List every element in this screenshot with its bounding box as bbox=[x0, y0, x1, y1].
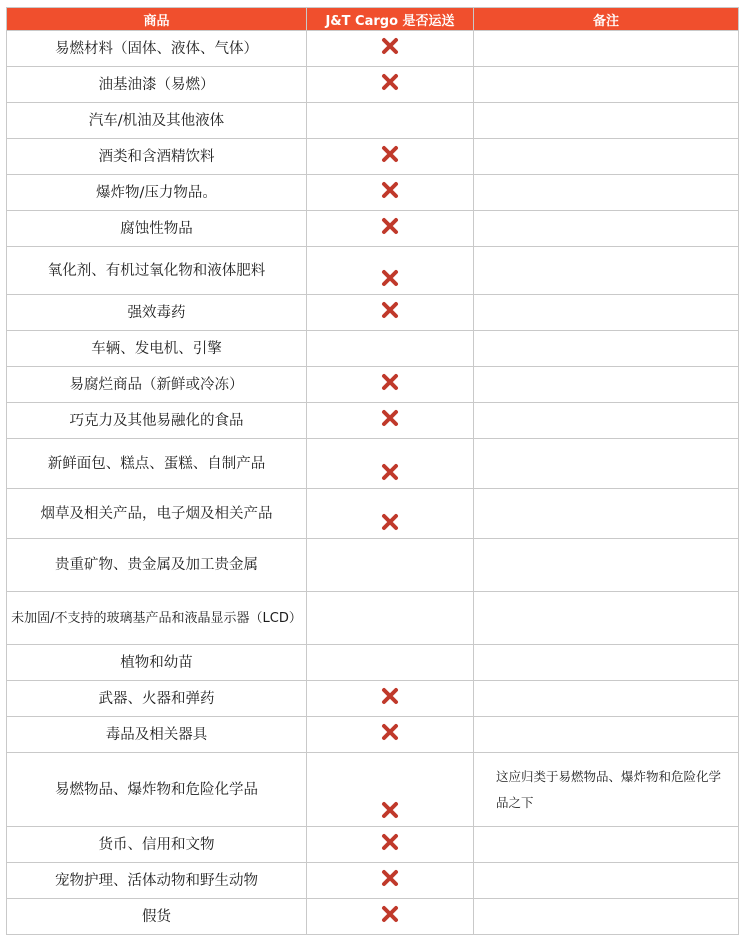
note-cell bbox=[474, 403, 739, 439]
table-row bbox=[7, 331, 739, 367]
table-row bbox=[7, 211, 739, 247]
cross-icon bbox=[381, 223, 399, 239]
note-cell bbox=[474, 31, 739, 67]
item-name: 烟草及相关产品，电子烟及相关产品 bbox=[7, 489, 307, 539]
table-row bbox=[7, 863, 739, 899]
shipped-cell bbox=[307, 103, 474, 139]
header-note: 备注 bbox=[474, 8, 739, 31]
table-row bbox=[7, 717, 739, 753]
cross-icon bbox=[381, 875, 399, 891]
header-shipped: J&T Cargo 是否运送 bbox=[307, 8, 474, 31]
note-cell bbox=[474, 439, 739, 489]
item-name: 货币、信用和文物 bbox=[7, 827, 307, 863]
shipped-cell bbox=[307, 592, 474, 645]
shipped-cell bbox=[307, 489, 474, 539]
shipped-cell bbox=[307, 899, 474, 935]
table-header-row bbox=[7, 8, 739, 31]
item-name: 酒类和含酒精饮料 bbox=[7, 139, 307, 175]
cross-icon bbox=[381, 415, 399, 431]
note-cell bbox=[474, 645, 739, 681]
cross-icon bbox=[381, 911, 399, 927]
shipped-cell bbox=[307, 753, 474, 827]
shipped-cell bbox=[307, 67, 474, 103]
note-cell bbox=[474, 899, 739, 935]
shipped-cell bbox=[307, 539, 474, 592]
table-row bbox=[7, 753, 739, 827]
cross-icon bbox=[381, 275, 399, 291]
item-name: 氧化剂、有机过氧化物和液体肥料 bbox=[7, 247, 307, 295]
note-cell bbox=[474, 863, 739, 899]
item-name: 车辆、发电机、引擎 bbox=[7, 331, 307, 367]
item-name: 未加固/不支持的玻璃基产品和液晶显示器（LCD） bbox=[7, 592, 307, 645]
table-row bbox=[7, 681, 739, 717]
note-cell bbox=[474, 247, 739, 295]
cross-icon bbox=[381, 307, 399, 323]
table-row bbox=[7, 247, 739, 295]
item-name: 贵重矿物、贵金属及加工贵金属 bbox=[7, 539, 307, 592]
header-item: 商品 bbox=[7, 8, 307, 31]
note-cell bbox=[474, 367, 739, 403]
note-cell bbox=[474, 489, 739, 539]
cross-icon bbox=[381, 187, 399, 203]
note-cell bbox=[474, 539, 739, 592]
note-cell: 这应归类于易燃物品、爆炸物和危险化学品之下 bbox=[474, 753, 739, 827]
note-cell bbox=[474, 67, 739, 103]
table-row bbox=[7, 31, 739, 67]
shipped-cell bbox=[307, 139, 474, 175]
item-name: 易燃材料（固体、液体、气体） bbox=[7, 31, 307, 67]
shipped-cell bbox=[307, 645, 474, 681]
item-name: 毒品及相关器具 bbox=[7, 717, 307, 753]
shipped-cell bbox=[307, 827, 474, 863]
table-row bbox=[7, 899, 739, 935]
shipped-cell bbox=[307, 863, 474, 899]
shipped-cell bbox=[307, 717, 474, 753]
cross-icon bbox=[381, 693, 399, 709]
item-name: 爆炸物/压力物品。 bbox=[7, 175, 307, 211]
item-name: 易腐烂商品（新鲜或冷冻） bbox=[7, 367, 307, 403]
table-row bbox=[7, 403, 739, 439]
cross-icon bbox=[381, 807, 399, 823]
note-cell bbox=[474, 681, 739, 717]
shipped-cell bbox=[307, 367, 474, 403]
item-name: 易燃物品、爆炸物和危险化学品 bbox=[7, 753, 307, 827]
item-name: 假货 bbox=[7, 899, 307, 935]
table-row bbox=[7, 67, 739, 103]
item-name: 宠物护理、活体动物和野生动物 bbox=[7, 863, 307, 899]
cross-icon bbox=[381, 839, 399, 855]
shipped-cell bbox=[307, 439, 474, 489]
cross-icon bbox=[381, 43, 399, 59]
item-name: 巧克力及其他易融化的食品 bbox=[7, 403, 307, 439]
table-row bbox=[7, 367, 739, 403]
table-row bbox=[7, 489, 739, 539]
table-row bbox=[7, 103, 739, 139]
table-row bbox=[7, 592, 739, 645]
shipped-cell bbox=[307, 331, 474, 367]
note-cell bbox=[474, 175, 739, 211]
shipped-cell bbox=[307, 211, 474, 247]
table-row bbox=[7, 139, 739, 175]
table-row bbox=[7, 175, 739, 211]
item-name: 武器、火器和弹药 bbox=[7, 681, 307, 717]
cross-icon bbox=[381, 379, 399, 395]
note-cell bbox=[474, 827, 739, 863]
note-cell bbox=[474, 211, 739, 247]
shipped-cell bbox=[307, 247, 474, 295]
shipped-cell bbox=[307, 681, 474, 717]
table-row bbox=[7, 295, 739, 331]
table-row bbox=[7, 827, 739, 863]
note-cell bbox=[474, 717, 739, 753]
cross-icon bbox=[381, 729, 399, 745]
shipped-cell bbox=[307, 295, 474, 331]
note-cell bbox=[474, 592, 739, 645]
note-cell bbox=[474, 331, 739, 367]
table-row bbox=[7, 439, 739, 489]
shipped-cell bbox=[307, 175, 474, 211]
note-cell bbox=[474, 103, 739, 139]
item-name: 新鲜面包、糕点、蛋糕、自制产品 bbox=[7, 439, 307, 489]
item-name: 汽车/机油及其他液体 bbox=[7, 103, 307, 139]
note-cell bbox=[474, 295, 739, 331]
cross-icon bbox=[381, 519, 399, 535]
note-cell bbox=[474, 139, 739, 175]
cross-icon bbox=[381, 79, 399, 95]
cross-icon bbox=[381, 469, 399, 485]
shipped-cell bbox=[307, 403, 474, 439]
cross-icon bbox=[381, 151, 399, 167]
item-name: 油基油漆（易燃） bbox=[7, 67, 307, 103]
item-name: 腐蚀性物品 bbox=[7, 211, 307, 247]
item-name: 植物和幼苗 bbox=[7, 645, 307, 681]
shipped-cell bbox=[307, 31, 474, 67]
table-row bbox=[7, 645, 739, 681]
item-name: 强效毒药 bbox=[7, 295, 307, 331]
table-row bbox=[7, 539, 739, 592]
prohibited-items-table bbox=[6, 7, 739, 935]
